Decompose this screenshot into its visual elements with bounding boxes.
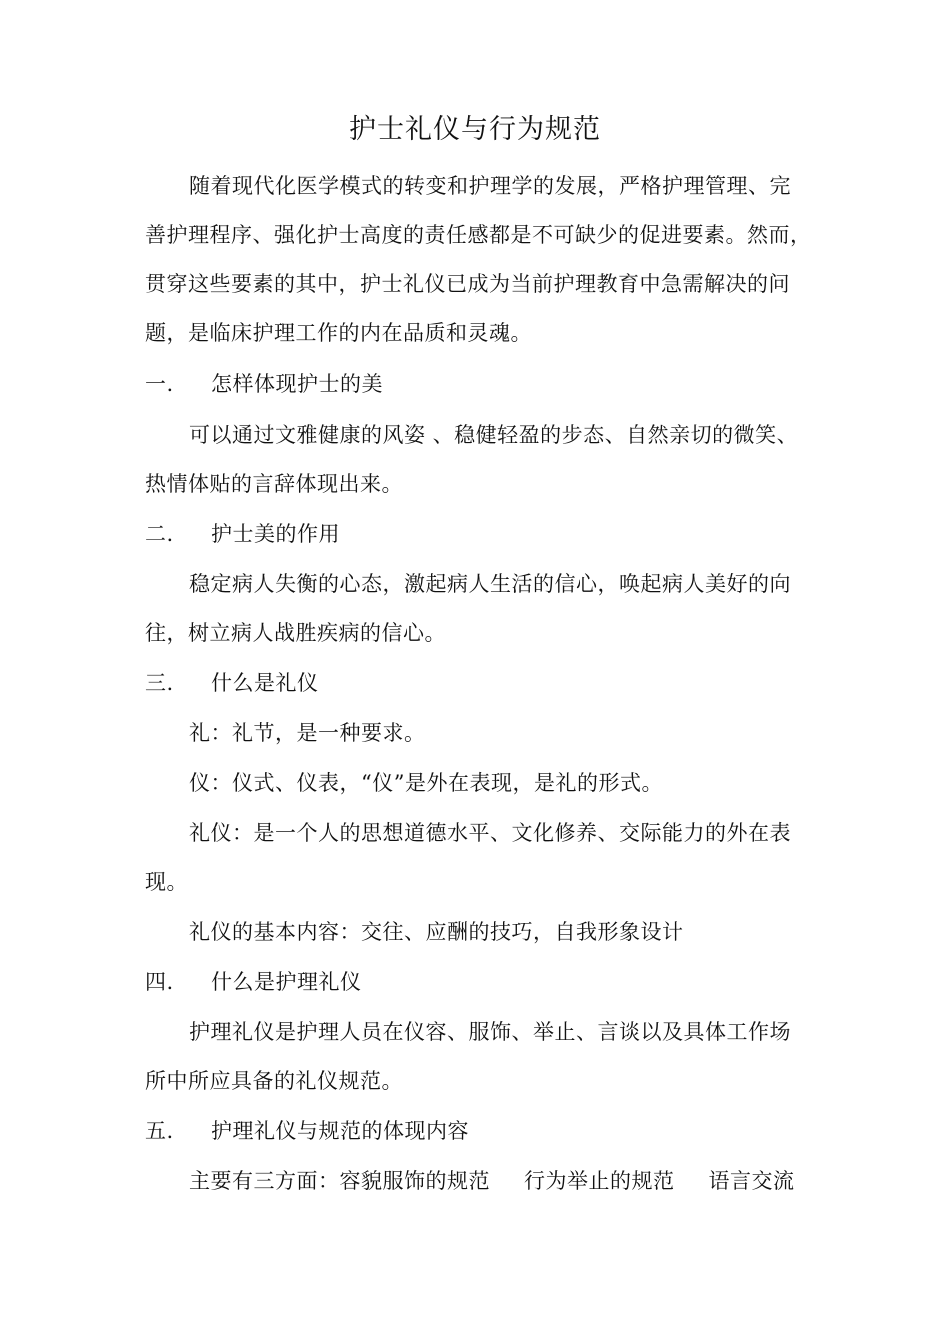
section-number: 一. (145, 372, 174, 396)
section-number: 三. (145, 671, 174, 695)
paragraph-line: 往，树立病人战胜疾病的信心。 (145, 621, 446, 645)
paragraph-line (189, 1165, 809, 1197)
section-number: 二. (145, 522, 174, 546)
section-heading-text: 什么是护理礼仪 (211, 970, 362, 994)
document-title: 护士礼仪与行为规范 (349, 114, 601, 145)
section-heading (145, 368, 810, 400)
section-heading-text: 什么是礼仪 (211, 671, 319, 695)
section-heading (145, 966, 810, 998)
paragraph-line: 现。 (145, 870, 188, 894)
section-heading (145, 667, 810, 699)
section-heading (145, 518, 810, 550)
section-heading-text: 护理礼仪与规范的体现内容 (211, 1119, 469, 1143)
paragraph-segment: 语言交流 (708, 1169, 795, 1193)
paragraph-line: 礼仪的基本内容：交往、应酬的技巧，自我形象设计 (189, 920, 684, 944)
section-heading-text: 护士美的作用 (211, 522, 340, 546)
paragraph-line: 礼：礼节，是一种要求。 (189, 721, 426, 745)
paragraph-segment: 行为举止的规范 (524, 1169, 675, 1193)
section-number: 四. (145, 970, 174, 994)
paragraph-segment: 主要有三方面：容貌服饰的规范 (189, 1169, 490, 1193)
intro-line: 贯穿这些要素的其中，护士礼仪已成为当前护理教育中急需解决的问 (145, 272, 790, 296)
intro-line: 随着现代化医学模式的转变和护理学的发展，严格护理管理、完 (189, 174, 791, 198)
paragraph-line: 热情体贴的言辞体现出来。 (145, 472, 403, 496)
section-heading (145, 1115, 810, 1147)
paragraph-line: 可以通过文雅健康的风姿 、稳健轻盈的步态、自然亲切的微笑、 (189, 423, 799, 447)
paragraph-line: 护理礼仪是护理人员在仪容、服饰、举止、言谈以及具体工作场 (189, 1020, 791, 1044)
paragraph-line: 仪：仪式、仪表，“仪”是外在表现，是礼的形式。 (189, 771, 663, 795)
paragraph-line: 礼仪：是一个人的思想道德水平、文化修养、交际能力的外在表 (189, 821, 791, 845)
paragraph-line: 所中所应具备的礼仪规范。 (145, 1069, 403, 1093)
intro-line: 题，是临床护理工作的内在品质和灵魂。 (145, 321, 532, 345)
intro-line: 善护理程序、强化护士高度的责任感都是不可缺少的促进要素。然而， (145, 223, 812, 247)
section-heading-text: 怎样体现护士的美 (211, 372, 383, 396)
paragraph-line: 稳定病人失衡的心态，激起病人生活的信心，唤起病人美好的向 (189, 572, 791, 596)
section-number: 五. (145, 1119, 174, 1143)
